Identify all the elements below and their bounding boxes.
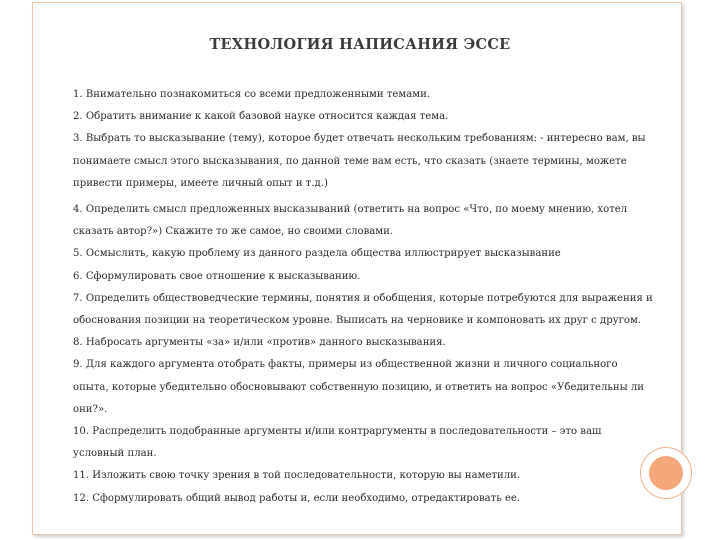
page-title: ТЕХНОЛОГИЯ НАПИСАНИЯ ЭССЕ xyxy=(209,36,511,53)
list-item: 12. Сформулировать общий вывод работы и, если необходимо, отредактировать ее. xyxy=(73,492,521,504)
list-item: 3. Выбрать то высказывание (тему), которое будет отвечать нескольким требованиям: - интересно вам, вы понимаете смысл этого высказывания, по данной теме вам есть, что сказать (знаете термины, можете привести примеры, имеете личный опыт и т.д.) xyxy=(73,133,646,189)
list-item: 8. Набросать аргументы «за» и/или «против» данного высказывания. xyxy=(73,337,446,349)
list-item: 6. Сформулировать свое отношение к высказыванию. xyxy=(73,270,361,282)
list-item: 5. Осмыслить, какую проблему из данного раздела общества иллюстрирует высказывание xyxy=(73,248,561,260)
list-item: 4. Определить смысл предложенных высказываний (ответить на вопрос «Что, по моему мнению, хотел сказать автор?») Скажите то же самое, но своими словами. xyxy=(73,204,628,238)
steps-list xyxy=(73,84,653,510)
list-item: 2. Обратить внимание к какой базовой науке относится каждая тема. xyxy=(73,111,449,123)
decorative-circle-fill xyxy=(649,456,683,490)
list-item: 1. Внимательно познакомиться со всеми предложенными темами. xyxy=(73,89,431,100)
list-item: 9. Для каждого аргумента отобрать факты, примеры из общественной жизни и личного социального опыта, которые убедительно обосновывают собственную позицию, и ответить на вопрос «Убедительны ли они?». xyxy=(73,359,644,415)
list-item: 11. Изложить свою точку зрения в той последовательности, которую вы наметили. xyxy=(73,470,521,482)
list-item: 7. Определить обществоведческие термины, понятия и обобщения, которые потребуются для выражения и обоснования позиции на теоретическом уровне. Выписать на черновике и компоновать их друг с другом. xyxy=(73,292,653,327)
list-item: 10. Распределить подобранные аргументы и/или контраргументы в последовательности – это ваш условный план. xyxy=(73,426,602,460)
